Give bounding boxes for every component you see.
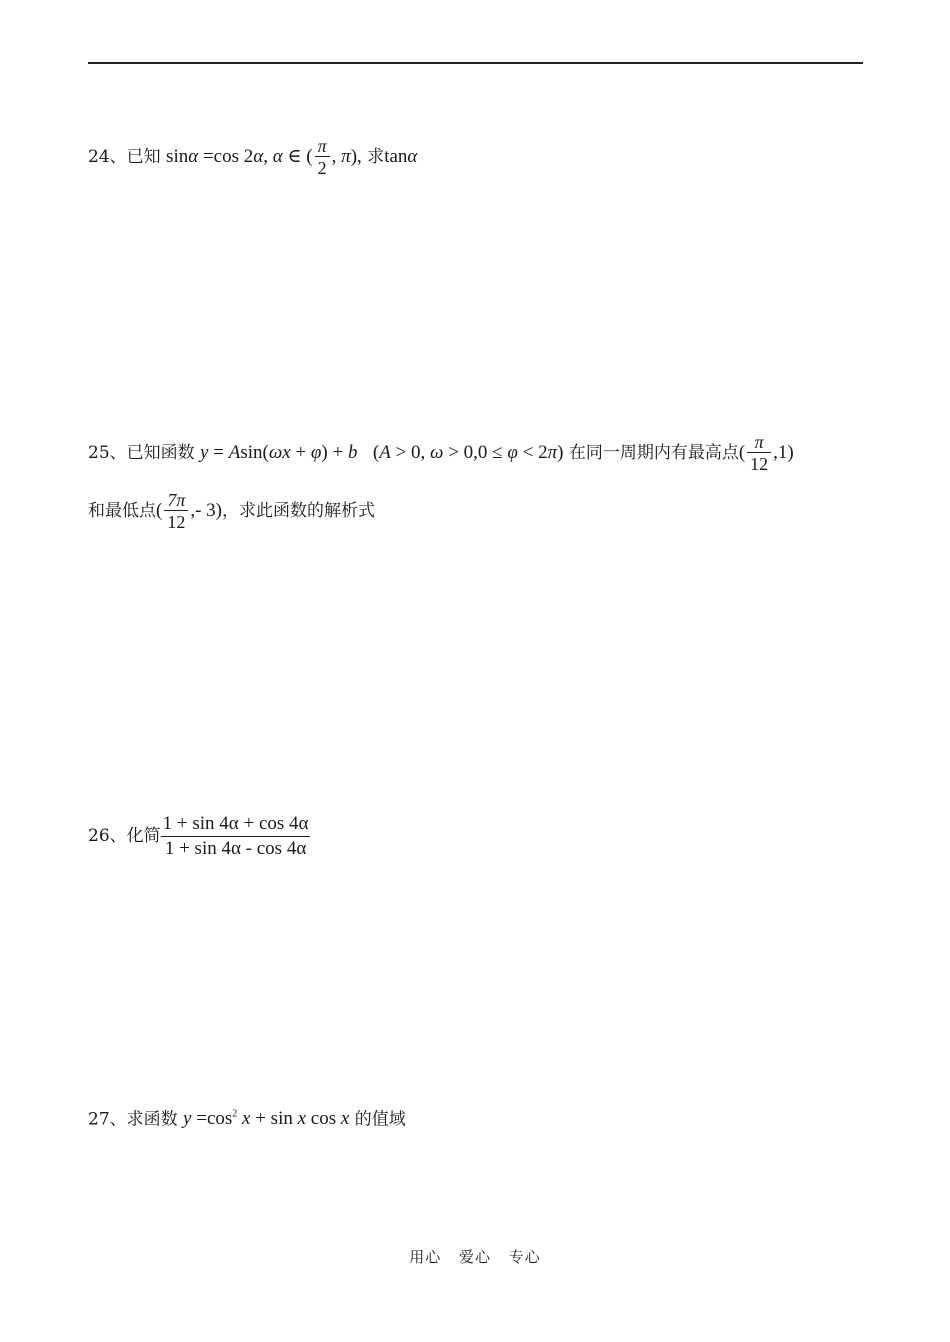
question-lead: 化简 bbox=[126, 826, 161, 846]
question-number: 27 bbox=[88, 1109, 110, 1130]
question-27 bbox=[88, 1103, 406, 1131]
formula-24: sinα =cos 2α, α ∈ ( $\frac{\pi}{2}$ , π), bbox=[166, 136, 362, 178]
question-24 bbox=[88, 136, 417, 179]
question-25-line-2 bbox=[88, 490, 375, 533]
question-line2-tail: ，求此函数的解析式 bbox=[222, 500, 376, 521]
question-number: 26 bbox=[88, 826, 110, 846]
page-footer bbox=[0, 1246, 950, 1267]
question-number: 25 bbox=[88, 442, 110, 463]
footer-word: 用心 bbox=[409, 1248, 442, 1266]
formula-27: $y =\cos^2$ x + sin x cos x bbox=[183, 1108, 350, 1130]
question-lead: 已知 bbox=[126, 146, 161, 167]
question-line2-lead: 和最低点 bbox=[88, 500, 156, 521]
footer-word: 专心 bbox=[508, 1248, 541, 1266]
footer-word: 爱心 bbox=[458, 1248, 491, 1266]
header-rule bbox=[88, 62, 863, 64]
question-separator: 、 bbox=[109, 826, 127, 846]
fraction-denominator: 1 + sin 4α - cos 4α bbox=[161, 836, 311, 861]
question-tail: 的值域 bbox=[354, 1109, 406, 1130]
formula-25-conditions: (A > 0, ω > 0,0 ≤ φ < 2π) bbox=[372, 441, 564, 463]
fraction-pi-over-2: $\frac{\pi}{2}$ bbox=[315, 136, 330, 179]
max-point: ( $\frac{\pi}{12}$ ,1) bbox=[738, 432, 794, 474]
question-separator: 、 bbox=[109, 146, 127, 167]
question-tail: 求 bbox=[367, 146, 385, 167]
question-26 bbox=[88, 812, 310, 861]
formula-25-function: y = Asin(ωx + φ) + b bbox=[200, 441, 358, 463]
question-lead: 已知函数 bbox=[126, 442, 195, 463]
question-mid: 在同一周期内有最高点 bbox=[568, 442, 739, 463]
question-separator: 、 bbox=[109, 1109, 127, 1130]
question-number: 24 bbox=[88, 146, 110, 167]
question-25-line-1 bbox=[88, 432, 794, 475]
simplify-fraction bbox=[161, 812, 311, 861]
formula-24-target: tanα bbox=[384, 145, 418, 167]
fraction-numerator: 1 + sin 4α + cos 4α bbox=[162, 813, 309, 834]
question-separator: 、 bbox=[109, 442, 127, 463]
min-point: ( $\frac{7\pi}{12}$ ,- 3) bbox=[156, 490, 223, 532]
question-lead: 求函数 bbox=[126, 1109, 178, 1130]
